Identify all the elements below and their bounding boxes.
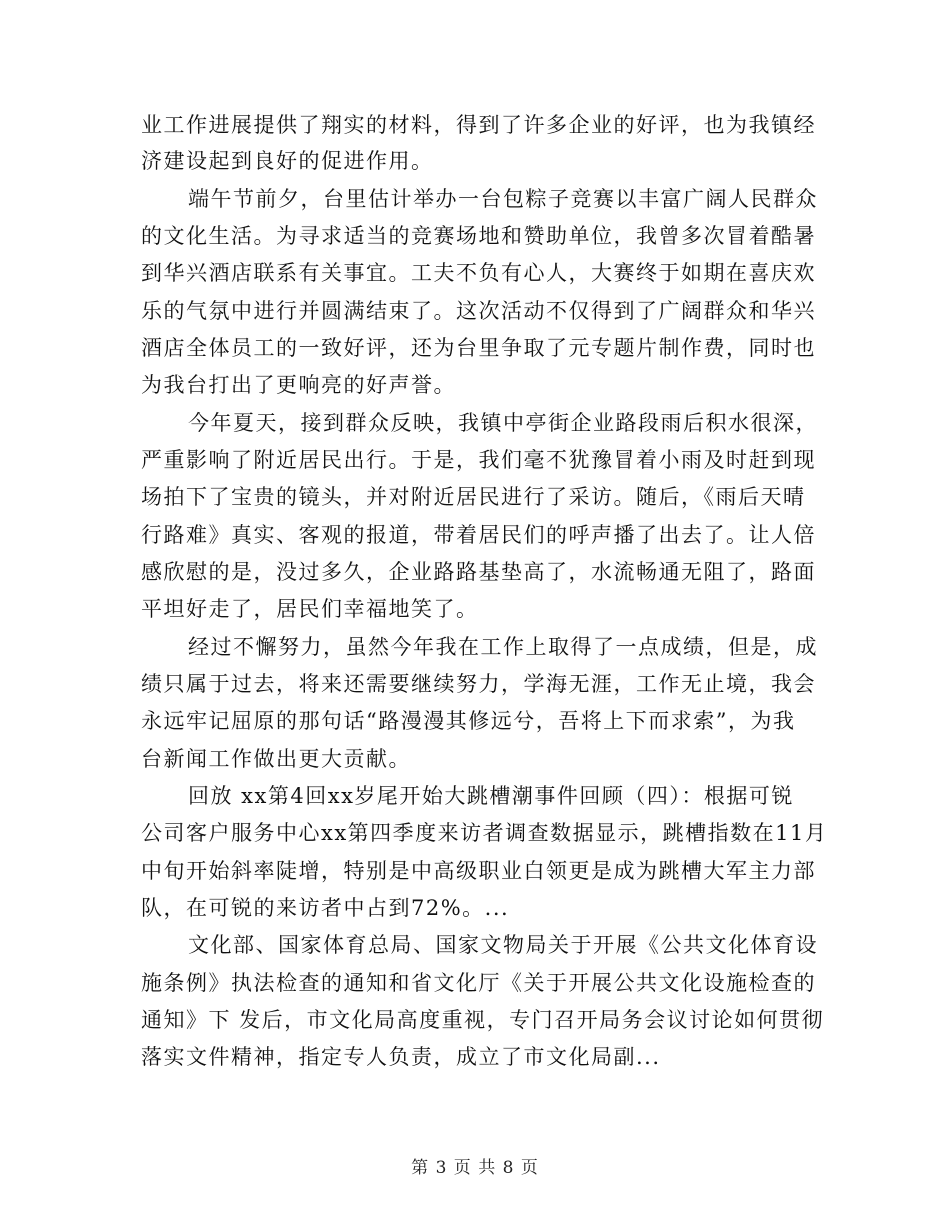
paragraph-line: 到华兴酒店联系有关事宜。工夫不负有心人，大赛终于如期在喜庆欢: [141, 261, 816, 285]
paragraph-line: 台新闻工作做出更大贡献。: [141, 747, 411, 771]
paragraph-line: 永远牢记屈原的那句话“路漫漫其修远兮，吾将上下而求索”，为我: [141, 709, 796, 733]
paragraph-line: 场拍下了宝贵的镜头，并对附近居民进行了采访。随后，《雨后天晴: [141, 485, 806, 509]
paragraph-line: 绩只属于过去，将来还需要继续努力，学海无涯，工作无止境，我会: [141, 672, 816, 696]
page-number-footer: 第 3 页 共 8 页: [411, 1158, 539, 1178]
paragraph-line: 行路难》真实、客观的报道，带着居民们的呼声播了出去了。让人倍: [141, 523, 816, 547]
paragraph-line: 为我台打出了更响亮的好声誉。: [141, 373, 456, 397]
paragraph-line: 端午节前夕，台里估计举办一台包粽子竞赛以丰富广阔人民群众: [188, 187, 818, 211]
paragraph-line: 施条例》执法检查的通知和省文化厅《关于开展公共文化设施检查的: [141, 971, 816, 995]
paragraph-line: 平坦好走了，居民们幸福地笑了。: [141, 597, 479, 621]
paragraph-line: 酒店全体员工的一致好评，还为台里争取了元专题片制作费，同时也: [141, 336, 816, 360]
paragraph-line: 队，在可锐的来访者中占到72%。...: [141, 896, 510, 920]
paragraph-line: 经过不懈努力，虽然今年我在工作上取得了一点成绩，但是，成: [188, 635, 818, 659]
paragraph-line: 感欣慰的是，没过多久，企业路路基垫高了，水流畅通无阻了，路面: [141, 560, 816, 584]
paragraph-line: 业工作进展提供了翔实的材料，得到了许多企业的好评，也为我镇经: [141, 113, 816, 137]
paragraph-line: 公司客户服务中心xx第四季度来访者调查数据显示，跳槽指数在11月: [141, 821, 828, 845]
paragraph-line: 通知》下 发后，市文化局高度重视，专门召开局务会议讨论如何贯彻: [141, 1008, 825, 1032]
paragraph-line: 中旬开始斜率陡增，特别是中高级职业白领更是成为跳槽大军主力部: [141, 859, 816, 883]
paragraph-line: 回放 xx第4回xx岁尾开始大跳槽潮事件回顾（四）：根据可锐: [188, 784, 794, 808]
paragraph-line: 落实文件精神，指定专人负责，成立了市文化局副...: [141, 1045, 661, 1069]
paragraph-line: 的文化生活。为寻求适当的竞赛场地和赞助单位，我曾多次冒着酷暑: [141, 224, 816, 248]
paragraph-line: 文化部、国家体育总局、国家文物局关于开展《公共文化体育设: [188, 933, 818, 957]
paragraph-line: 济建设起到良好的促进作用。: [141, 149, 434, 173]
paragraph-line: 今年夏天，接到群众反映，我镇中亭街企业路段雨后积水很深，: [188, 411, 818, 435]
paragraph-line: 乐的气氛中进行并圆满结束了。这次活动不仅得到了广阔群众和华兴: [141, 299, 816, 323]
paragraph-line: 严重影响了附近居民出行。于是，我们毫不犹豫冒着小雨及时赶到现: [141, 448, 816, 472]
